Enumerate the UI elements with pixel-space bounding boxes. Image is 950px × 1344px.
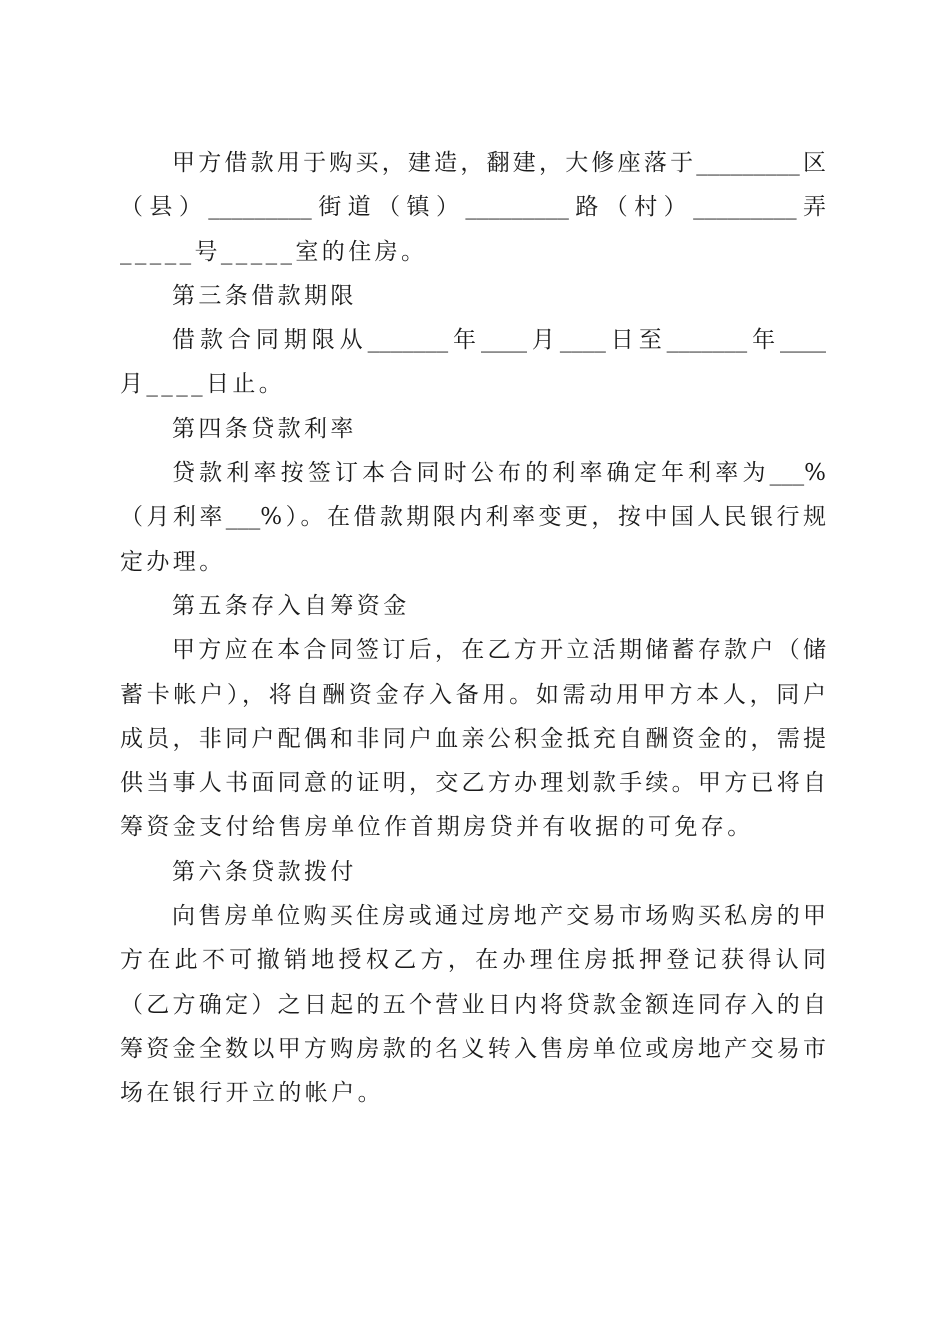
- paragraph-line: 筹资金全数以甲方购房款的名义转入售房单位或房地产交易市: [120, 1035, 826, 1062]
- section-heading: [120, 274, 826, 318]
- section-heading: [120, 407, 826, 451]
- paragraph-line: 成员，非同户配偶和非同户血亲公积金抵充自酬资金的，需提: [120, 725, 826, 752]
- paragraph: [120, 628, 826, 849]
- paragraph-line: 贷款利率按签订本合同时公布的利率确定年利率为___%: [172, 460, 826, 487]
- section-heading: [120, 584, 826, 628]
- section-heading: [120, 850, 826, 894]
- paragraph-line: （乙方确定）之日起的五个营业日内将贷款金额连同存入的自: [120, 991, 826, 1018]
- paragraph-line: 甲方应在本合同签订后，在乙方开立活期储蓄存款户（储: [172, 637, 826, 664]
- paragraph: [120, 141, 826, 274]
- paragraph-line: 月____日止。: [120, 371, 286, 398]
- heading-text: 第四条贷款利率: [172, 415, 357, 442]
- paragraph-line: （月利率___%）。在借款期限内利率变更，按中国人民银行规: [120, 504, 826, 531]
- heading-text: 第三条借款期限: [172, 282, 357, 309]
- paragraph-line: 甲方借款用于购买，建造，翻建，大修座落于_________区: [172, 150, 826, 176]
- paragraph-line: _____号_____室的住房。: [120, 238, 428, 265]
- paragraph-line: 向售房单位购买住房或通过房地产交易市场购买私房的甲: [172, 903, 826, 930]
- paragraph-line: 筹资金支付给售房单位作首期房贷并有收据的可免存。: [120, 814, 754, 841]
- paragraph-line: （县）_________街道（镇）_________路（村）_________弄: [120, 194, 826, 221]
- paragraph: [120, 451, 826, 584]
- paragraph-line: 供当事人书面同意的证明，交乙方办理划款手续。甲方已将自: [120, 770, 826, 797]
- paragraph: [120, 894, 826, 1115]
- paragraph-line: 蓄卡帐户），将自酬资金存入备用。如需动用甲方本人，同户: [120, 681, 826, 708]
- paragraph-line: 借款合同期限从_______年____月____日至_______年____: [172, 327, 826, 354]
- heading-text: 第六条贷款拨付: [172, 858, 357, 885]
- paragraph: [120, 318, 826, 407]
- heading-text: 第五条存入自筹资金: [172, 592, 410, 619]
- document-body: [120, 141, 826, 1116]
- paragraph-line: 方在此不可撤销地授权乙方，在办理住房抵押登记获得认同: [120, 947, 826, 974]
- paragraph-line: 场在银行开立的帐户。: [120, 1080, 384, 1107]
- paragraph-line: 定办理。: [120, 548, 226, 575]
